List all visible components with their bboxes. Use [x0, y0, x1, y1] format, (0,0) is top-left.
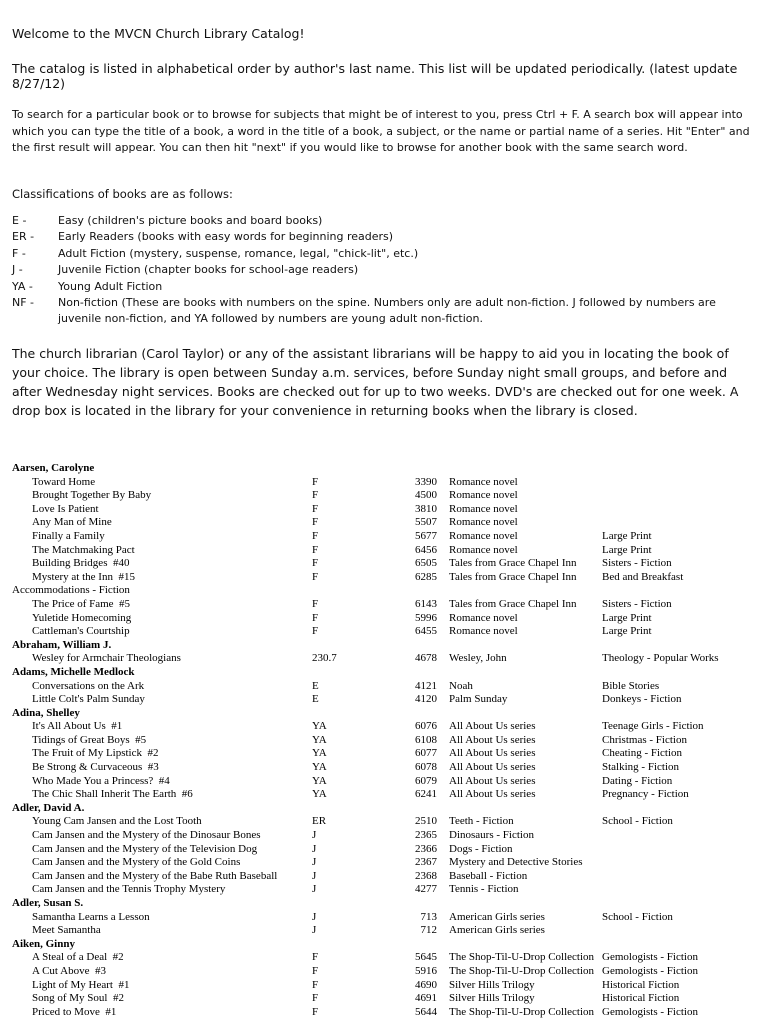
- book-series: All About Us series: [449, 733, 536, 746]
- book-classification: F: [312, 502, 319, 515]
- book-subject: [600, 829, 754, 843]
- book-series: Palm Sunday: [449, 693, 508, 706]
- book-call-number: 6077: [415, 747, 437, 760]
- book-subject: Dating - Fiction: [602, 774, 673, 787]
- book-subject: Historical Fiction: [602, 978, 680, 991]
- book-title: The Fruit of My Lipstick #2: [32, 747, 159, 760]
- book-subject: Large Print: [602, 543, 652, 556]
- book-classification: YA: [312, 733, 327, 746]
- book-subject: Theology - Popular Works: [602, 652, 719, 665]
- book-series: Romance novel: [449, 516, 518, 529]
- book-row: [12, 544, 754, 558]
- book-call-number: 2366: [415, 842, 437, 855]
- book-series: The Shop-Til-U-Drop Collection: [449, 951, 595, 964]
- book-subject: Large Print: [602, 611, 652, 624]
- author-heading: Aiken, Ginny: [12, 937, 75, 950]
- book-row: [12, 557, 754, 571]
- book-series: Romance novel: [449, 502, 518, 515]
- book-classification: F: [312, 611, 319, 624]
- book-series: All About Us series: [449, 747, 536, 760]
- book-call-number: 4121: [415, 679, 437, 692]
- book-subject: Bed and Breakfast: [602, 570, 684, 583]
- book-call-number: 5645: [415, 951, 437, 964]
- book-subject: Cheating - Fiction: [602, 747, 683, 760]
- catalog-table: [12, 462, 754, 1019]
- book-series: Tales from Grace Chapel Inn: [449, 597, 577, 610]
- book-row: [12, 992, 754, 1006]
- book-subject: School - Fiction: [602, 815, 673, 828]
- book-title: Tidings of Great Boys #5: [32, 733, 147, 746]
- book-subject: [600, 476, 754, 490]
- book-call-number: 2365: [415, 829, 437, 842]
- book-subject: Donkeys - Fiction: [602, 693, 682, 706]
- book-call-number: 6455: [415, 625, 437, 638]
- book-series: American Girls series: [449, 924, 545, 937]
- book-row: [12, 693, 754, 707]
- book-title: Cattleman's Courtship: [32, 625, 130, 638]
- book-title: The Matchmaking Pact: [32, 543, 135, 556]
- book-call-number: 6076: [415, 720, 437, 733]
- author-heading: Adler, David A.: [12, 801, 85, 814]
- book-classification: J: [312, 924, 317, 937]
- book-row: [12, 883, 754, 897]
- book-classification: F: [312, 489, 319, 502]
- book-title: Mystery at the Inn #15: [32, 570, 135, 583]
- book-classification: F: [312, 529, 319, 542]
- book-classification: F: [312, 625, 319, 638]
- book-classification: YA: [312, 720, 327, 733]
- book-series: Romance novel: [449, 475, 518, 488]
- book-series: Dinosaurs - Fiction: [449, 829, 534, 842]
- book-series: Baseball - Fiction: [449, 869, 528, 882]
- book-call-number: 6241: [415, 788, 437, 801]
- book-series: The Shop-Til-U-Drop Collection: [449, 1005, 595, 1018]
- classification-code: E -: [12, 213, 27, 227]
- intro-paragraph-update: The catalog is listed in alphabetical order by author's last name. This list will be updated periodically. (latest update 8/27/12): [12, 61, 738, 91]
- book-series: Tales from Grace Chapel Inn: [449, 557, 577, 570]
- book-subject: [600, 843, 754, 857]
- book-row: [12, 951, 754, 965]
- book-classification: 230.7: [312, 652, 337, 665]
- book-call-number: 6143: [415, 597, 437, 610]
- book-call-number: 6108: [415, 733, 437, 746]
- book-title: Yuletide Homecoming: [32, 611, 132, 624]
- book-title: Be Strong & Curvaceous #3: [32, 761, 159, 774]
- book-subject: Gemologists - Fiction: [602, 964, 698, 977]
- book-subject: Bible Stories: [602, 679, 660, 692]
- book-call-number: 712: [420, 924, 437, 937]
- book-call-number: 3390: [415, 475, 437, 488]
- book-classification: F: [312, 964, 319, 977]
- book-subject: [600, 883, 754, 897]
- book-title: Little Colt's Palm Sunday: [32, 693, 145, 706]
- book-title: Toward Home: [32, 475, 96, 488]
- book-title: Cam Jansen and the Mystery of the Babe Ruth Baseball: [32, 869, 278, 882]
- book-row: [12, 652, 754, 666]
- book-title: Meet Samantha: [32, 924, 101, 937]
- book-row: [12, 870, 754, 884]
- book-title: Building Bridges #40: [32, 557, 130, 570]
- book-classification: F: [312, 516, 319, 529]
- book-series: Noah: [449, 679, 473, 692]
- book-classification: F: [312, 475, 319, 488]
- book-classification: F: [312, 992, 319, 1005]
- book-series: Romance novel: [449, 625, 518, 638]
- book-classification: YA: [312, 788, 327, 801]
- book-series: Dogs - Fiction: [449, 842, 513, 855]
- classification-list: [12, 213, 754, 327]
- book-row: [12, 856, 754, 870]
- subject-continuation: Accommodations - Fiction: [12, 584, 130, 597]
- classification-desc: Easy (children's picture books and board books): [58, 213, 323, 227]
- book-series: All About Us series: [449, 761, 536, 774]
- book-classification: YA: [312, 774, 327, 787]
- classification-desc: Non-fiction (These are books with numbers on the spine. Numbers only are adult non-fiction. J followed by numbers are juvenile non-fiction, and YA followed by numbers are young adult non-fiction.: [58, 296, 716, 325]
- book-title: A Steal of a Deal #2: [32, 951, 124, 964]
- book-subject: Teenage Girls - Fiction: [602, 720, 704, 733]
- book-row: [12, 747, 754, 761]
- author-heading: Adams, Michelle Medlock: [12, 665, 135, 678]
- book-subject: Sisters - Fiction: [602, 557, 672, 570]
- book-call-number: 5996: [415, 611, 437, 624]
- intro-paragraph-librarian: The church librarian (Carol Taylor) or any of the assistant librarians will be happy to aid you in locating the book of your choice. The library is open between Sunday a.m. services, before Sunday night small groups, and before and after Wednesday night services. Books are checked out for up to two weeks. DVD's are checked out for one week. A drop box is located in the library for your convenience in returning books when the library is closed.: [12, 346, 739, 418]
- book-classification: F: [312, 951, 319, 964]
- book-call-number: 5507: [415, 516, 437, 529]
- book-subject: Large Print: [602, 625, 652, 638]
- book-call-number: 713: [420, 910, 437, 923]
- book-classification: J: [312, 883, 317, 896]
- book-title: Song of My Soul #2: [32, 992, 124, 1005]
- author-heading: Adina, Shelley: [12, 706, 80, 719]
- book-series: All About Us series: [449, 720, 536, 733]
- book-title: Cam Jansen and the Mystery of the Gold Coins: [32, 856, 241, 869]
- book-classification: J: [312, 842, 317, 855]
- book-classification: J: [312, 869, 317, 882]
- book-title: Conversations on the Ark: [32, 679, 145, 692]
- book-row: [12, 775, 754, 789]
- book-subject: [600, 516, 754, 530]
- book-subject: [600, 489, 754, 503]
- book-row: [12, 815, 754, 829]
- book-series: Romance novel: [449, 489, 518, 502]
- book-title: It's All About Us #1: [32, 720, 123, 733]
- book-title: Young Cam Jansen and the Lost Tooth: [32, 815, 202, 828]
- book-call-number: 5916: [415, 964, 437, 977]
- book-title: Wesley for Armchair Theologians: [32, 652, 181, 665]
- book-series: Romance novel: [449, 543, 518, 556]
- book-call-number: 6505: [415, 557, 437, 570]
- book-classification: J: [312, 910, 317, 923]
- book-series: American Girls series: [449, 910, 545, 923]
- book-title: Who Made You a Princess? #4: [32, 774, 170, 787]
- book-classification: YA: [312, 747, 327, 760]
- book-call-number: 6285: [415, 570, 437, 583]
- book-title: Love Is Patient: [32, 502, 99, 515]
- book-row: [12, 530, 754, 544]
- book-series: Tennis - Fiction: [449, 883, 519, 896]
- book-subject: [600, 870, 754, 884]
- book-call-number: 6079: [415, 774, 437, 787]
- book-call-number: 5644: [415, 1005, 437, 1018]
- author-heading: Abraham, William J.: [12, 638, 112, 651]
- book-title: The Price of Fame #5: [32, 597, 131, 610]
- book-series: Tales from Grace Chapel Inn: [449, 570, 577, 583]
- book-subject: [600, 503, 754, 517]
- book-row: [12, 516, 754, 530]
- book-classification: F: [312, 1005, 319, 1018]
- book-call-number: 6078: [415, 761, 437, 774]
- intro-section: [12, 26, 754, 420]
- book-title: Cam Jansen and the Tennis Trophy Mystery: [32, 883, 226, 896]
- book-subject: School - Fiction: [602, 910, 673, 923]
- book-title: A Cut Above #3: [32, 964, 106, 977]
- book-title: Any Man of Mine: [32, 516, 112, 529]
- book-subject: Christmas - Fiction: [602, 733, 687, 746]
- book-classification: E: [312, 693, 319, 706]
- book-call-number: 2510: [415, 815, 437, 828]
- book-row: [12, 843, 754, 857]
- book-row: [12, 829, 754, 843]
- book-call-number: 4120: [415, 693, 437, 706]
- author-heading: Aarsen, Carolyne: [12, 462, 95, 474]
- book-title: Samantha Learns a Lesson: [32, 910, 150, 923]
- book-classification: F: [312, 557, 319, 570]
- book-row: [12, 503, 754, 517]
- book-call-number: 4691: [415, 992, 437, 1005]
- book-subject: Sisters - Fiction: [602, 597, 672, 610]
- classification-desc: Juvenile Fiction (chapter books for school-age readers): [58, 263, 359, 276]
- book-subject: Historical Fiction: [602, 992, 680, 1005]
- book-subject: [600, 856, 754, 870]
- book-series: Wesley, John: [449, 652, 507, 665]
- book-call-number: 4690: [415, 978, 437, 991]
- book-call-number: 5677: [415, 529, 437, 542]
- book-series: The Shop-Til-U-Drop Collection: [449, 964, 595, 977]
- classification-desc: Young Adult Fiction: [58, 279, 163, 293]
- book-series: Mystery and Detective Stories: [449, 856, 583, 869]
- book-call-number: 2367: [415, 856, 437, 869]
- book-row: [12, 625, 754, 639]
- book-call-number: 4678: [415, 652, 437, 665]
- book-title: Brought Together By Baby: [32, 489, 152, 502]
- book-subject: Large Print: [602, 529, 652, 542]
- classification-code: F -: [12, 246, 26, 260]
- book-row: [12, 924, 754, 938]
- book-series: Silver Hills Trilogy: [449, 978, 535, 991]
- book-call-number: 4277: [415, 883, 437, 896]
- book-series: Romance novel: [449, 529, 518, 542]
- book-subject: Pregnancy - Fiction: [602, 788, 689, 801]
- classification-desc: Early Readers (books with easy words for beginning readers): [58, 230, 394, 243]
- book-row: [12, 571, 754, 585]
- book-subject: Stalking - Fiction: [602, 761, 679, 774]
- book-row: [12, 489, 754, 503]
- book-row: [12, 720, 754, 734]
- book-call-number: 2368: [415, 869, 437, 882]
- book-subject: Gemologists - Fiction: [602, 951, 698, 964]
- book-call-number: 6456: [415, 543, 437, 556]
- welcome-heading: Welcome to the MVCN Church Library Catalog!: [12, 26, 305, 41]
- book-series: Romance novel: [449, 611, 518, 624]
- book-title: Priced to Move #1: [32, 1005, 117, 1018]
- book-row: [12, 734, 754, 748]
- book-subject: [600, 924, 754, 938]
- book-row: [12, 598, 754, 612]
- classification-code: NF -: [12, 296, 35, 309]
- book-series: Silver Hills Trilogy: [449, 992, 535, 1005]
- book-classification: ER: [312, 815, 327, 828]
- book-series: All About Us series: [449, 774, 536, 787]
- classification-code: J -: [12, 263, 23, 276]
- book-row: [12, 680, 754, 694]
- book-row: [12, 788, 754, 802]
- book-title: Cam Jansen and the Mystery of the Dinosaur Bones: [32, 829, 261, 842]
- book-classification: J: [312, 829, 317, 842]
- book-title: Light of My Heart #1: [32, 978, 130, 991]
- book-subject: Gemologists - Fiction: [602, 1005, 698, 1018]
- book-row: [12, 761, 754, 775]
- book-classification: E: [312, 679, 319, 692]
- book-row: [12, 1006, 754, 1020]
- classification-desc: Adult Fiction (mystery, suspense, romance, legal, "chick-lit", etc.): [58, 246, 419, 260]
- author-heading: Adler, Susan S.: [12, 897, 84, 909]
- book-title: The Chic Shall Inherit The Earth #6: [32, 788, 193, 801]
- book-call-number: 4500: [415, 489, 437, 502]
- book-title: Finally a Family: [32, 529, 105, 542]
- book-series: Teeth - Fiction: [449, 815, 514, 828]
- book-classification: F: [312, 543, 319, 556]
- intro-paragraph-search: To search for a particular book or to browse for subjects that might be of interest to you, press Ctrl + F. A search box will appear into which you can type the title of a book, a word in the title of a book, a subject, or the name or partial name of a series. Hit "Enter" and the first result will appear. You can then hit "next" if you would like to browse for another book with the same search word.: [12, 108, 750, 154]
- book-classification: YA: [312, 761, 327, 774]
- book-row: [12, 965, 754, 979]
- book-classification: F: [312, 978, 319, 991]
- book-row: [12, 979, 754, 993]
- book-title: Cam Jansen and the Mystery of the Television Dog: [32, 842, 258, 855]
- book-row: [12, 911, 754, 925]
- book-row: [12, 476, 754, 490]
- book-series: All About Us series: [449, 788, 536, 801]
- book-classification: F: [312, 570, 319, 583]
- book-classification: F: [312, 597, 319, 610]
- book-row: [12, 612, 754, 626]
- classifications-heading: Classifications of books are as follows:: [12, 186, 233, 201]
- book-classification: J: [312, 856, 317, 869]
- book-call-number: 3810: [415, 502, 437, 515]
- classification-code: ER -: [12, 230, 35, 243]
- classification-code: YA -: [12, 279, 33, 293]
